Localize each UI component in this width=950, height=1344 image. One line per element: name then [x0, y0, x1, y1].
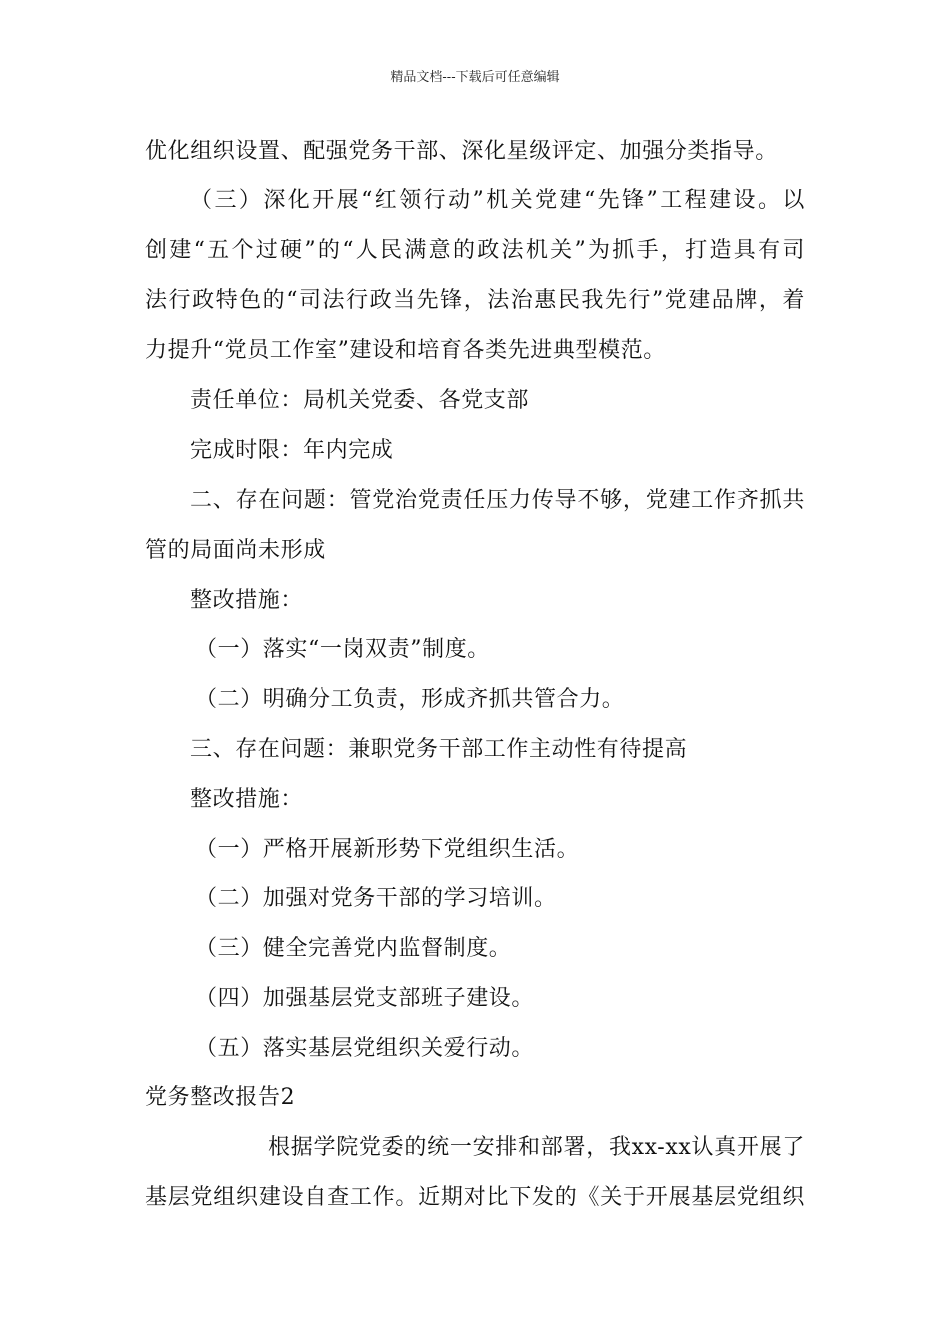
- paragraph-line: 法行政特色的“司法行政当先锋，法治惠民我先行”党建品牌，着: [145, 288, 805, 313]
- list-item: （二）加强对党务干部的学习培训。: [195, 886, 557, 911]
- paragraph-line: 整改措施：: [190, 588, 304, 613]
- paragraph-line: 力提升“党员工作室”建设和培育各类先进典型模范。: [145, 338, 666, 363]
- paragraph-line: 完成时限：年内完成: [190, 438, 394, 463]
- paragraph-line: 责任单位：局机关党委、各党支部: [190, 388, 530, 413]
- paragraph-line: 整改措施：: [190, 787, 304, 812]
- page-header: 精品文档---下载后可任意编辑: [390, 70, 560, 85]
- section-heading: 管的局面尚未形成: [145, 538, 326, 563]
- paragraph-line: 根据学院党委的统一安排和部署，我xx-xx认真开展了: [268, 1135, 805, 1160]
- report-title: 党务整改报告2: [145, 1085, 296, 1110]
- paragraph-line: （三）深化开展“红领行动”机关党建“先锋”工程建设。以: [190, 188, 805, 213]
- list-item: （四）加强基层党支部班子建设。: [195, 986, 535, 1011]
- list-item: （五）落实基层党组织关爱行动。: [195, 1036, 535, 1061]
- section-heading: 三、存在问题：兼职党务干部工作主动性有待提高: [190, 737, 688, 762]
- section-heading: 二、存在问题：管党治党责任压力传导不够，党建工作齐抓共: [190, 488, 805, 513]
- paragraph-line: 基层党组织建设自查工作。近期对比下发的《关于开展基层党组织: [145, 1185, 805, 1210]
- list-item: （二）明确分工负责，形成齐抓共管合力。: [195, 687, 625, 712]
- list-item: （一）落实“一岗双责”制度。: [195, 637, 490, 662]
- paragraph-line: 创建“五个过硬”的“人民满意的政法机关”为抓手，打造具有司: [145, 238, 805, 263]
- list-item: （一）严格开展新形势下党组织生活。: [195, 837, 580, 862]
- list-item: （三）健全完善党内监督制度。: [195, 936, 512, 961]
- paragraph-line: 优化组织设置、配强党务干部、深化星级评定、加强分类指导。: [145, 139, 778, 164]
